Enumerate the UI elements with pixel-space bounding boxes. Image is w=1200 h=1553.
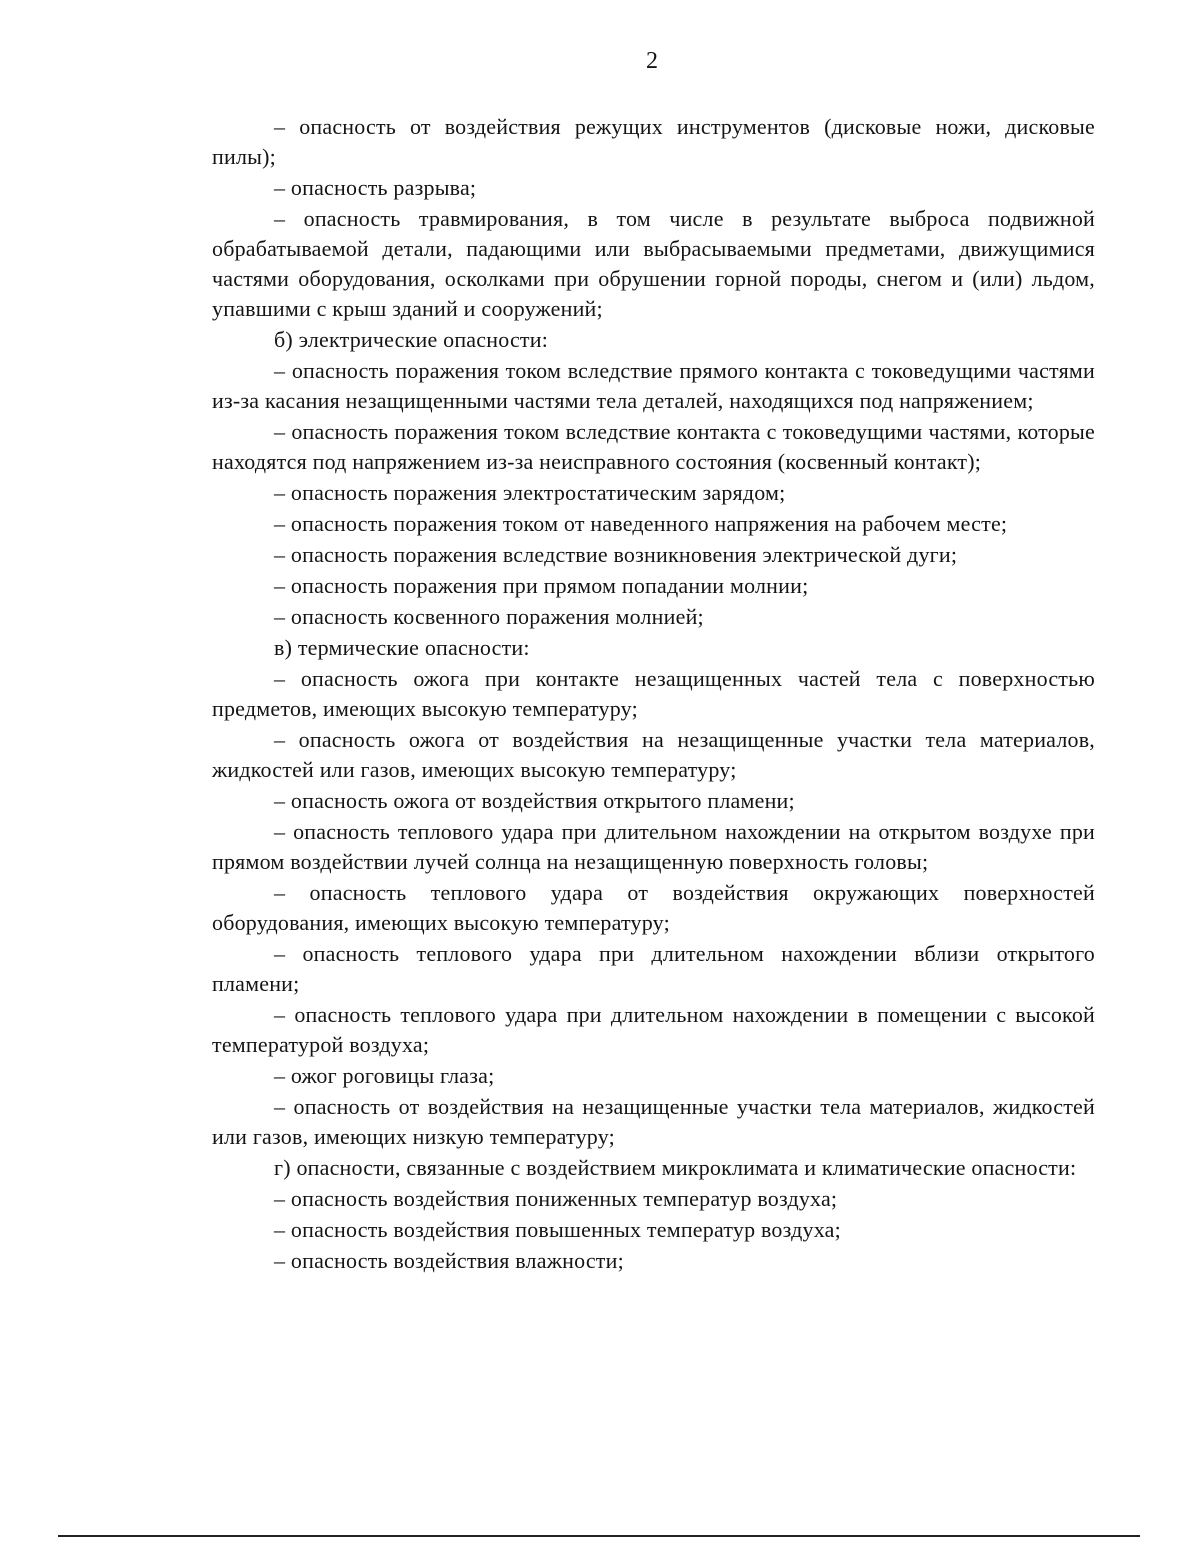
list-item: – опасность от воздействия на незащищенные участки тела материалов, жидкостей или газов, имеющих низкую температуру; <box>212 1094 1095 1149</box>
list-item: – ожог роговицы глаза; <box>274 1063 495 1088</box>
list-item: – опасность травмирования, в том числе в результате выброса подвижной обрабатываемой детали, падающими или выбрасываемыми предметами, движущимися частями оборудования, осколками при обрушении горной породы, снегом и (или) льдом, упавшими с крыш зданий и сооружений; <box>212 206 1095 321</box>
list-item: – опасность поражения при прямом попадании молнии; <box>274 573 809 598</box>
list-item: – опасность теплового удара при длительном нахождении вблизи открытого пламени; <box>212 941 1095 996</box>
section-heading: в) термические опасности: <box>274 635 530 660</box>
list-item: – опасность теплового удара при длительном нахождении в помещении с высокой температурой воздуха; <box>212 1002 1095 1057</box>
list-item: – опасность поражения током вследствие контакта с токоведущими частями, которые находятся под напряжением из-за неисправного состояния (косвенный контакт); <box>212 419 1095 474</box>
list-item: – опасность воздействия влажности; <box>274 1248 624 1273</box>
list-item: – опасность разрыва; <box>274 175 477 200</box>
section-heading: б) электрические опасности: <box>274 327 549 352</box>
list-item: – опасность поражения током вследствие прямого контакта с токоведущими частями из-за касания незащищенными частями тела деталей, находящихся под напряжением; <box>212 358 1095 413</box>
list-item: – опасность от воздействия режущих инструментов (дисковые ножи, дисковые пилы); <box>212 114 1095 169</box>
list-item: – опасность теплового удара при длительном нахождении на открытом воздухе при прямом воздействии лучей солнца на незащищенную поверхность головы; <box>212 819 1095 874</box>
list-item: – опасность поражения током от наведенного напряжения на рабочем месте; <box>274 511 1008 536</box>
list-item: – опасность поражения электростатическим зарядом; <box>274 480 786 505</box>
list-item: – опасность косвенного поражения молнией; <box>274 604 704 629</box>
page-number: 2 <box>646 48 658 74</box>
document-body <box>212 112 1095 1277</box>
section-heading: г) опасности, связанные с воздействием микроклимата и климатические опасности: <box>274 1155 1077 1180</box>
list-item: – опасность теплового удара от воздействия окружающих поверхностей оборудования, имеющих высокую температуру; <box>212 880 1095 935</box>
list-item: – опасность ожога при контакте незащищенных частей тела с поверхностью предметов, имеющих высокую температуру; <box>212 666 1095 721</box>
footer-divider <box>58 1535 1140 1537</box>
list-item: – опасность воздействия пониженных температур воздуха; <box>274 1186 838 1211</box>
list-item: – опасность поражения вследствие возникновения электрической дуги; <box>274 542 958 567</box>
list-item: – опасность воздействия повышенных температур воздуха; <box>274 1217 841 1242</box>
list-item: – опасность ожога от воздействия открытого пламени; <box>274 788 795 813</box>
list-item: – опасность ожога от воздействия на незащищенные участки тела материалов, жидкостей или газов, имеющих высокую температуру; <box>212 727 1095 782</box>
